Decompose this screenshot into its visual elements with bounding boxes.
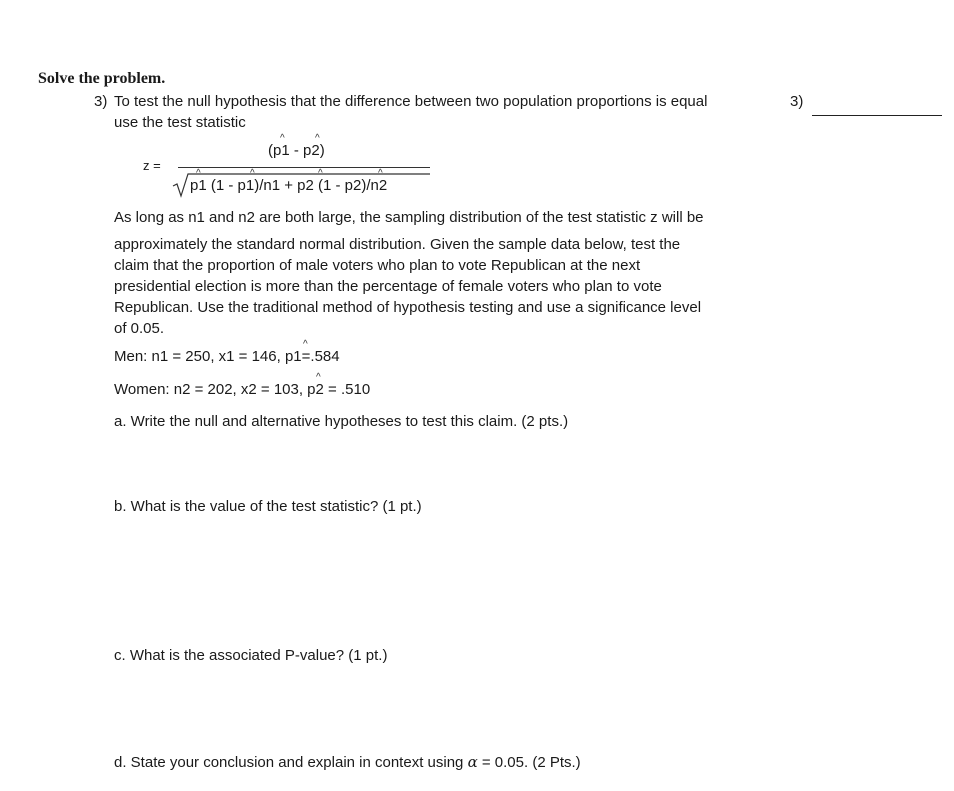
hat-icon: ^ — [250, 168, 255, 179]
hat-icon: ^ — [196, 168, 201, 179]
formula-denominator: p1 (1 - p1)/n1 + p2 (1 - p2)/n2 — [190, 177, 388, 194]
hat-icon: ^ — [316, 372, 321, 383]
hat-icon: ^ — [303, 339, 308, 350]
question-number: 3) — [94, 93, 108, 110]
part-c-prompt: c. What is the associated P-value? (1 pt.) — [114, 647, 388, 664]
answer-label: 3) — [790, 93, 804, 110]
women-sample-data: Women: n2 = 202, x2 = 103, p2 = .510 — [114, 381, 371, 398]
body-line: As long as n1 and n2 are both large, the sampling distribution of the test statistic z will be — [114, 209, 704, 226]
fraction-bar — [178, 167, 430, 168]
part-d-prefix: d. State your conclusion and explain in context using — [114, 754, 464, 771]
men-sample-data: Men: n1 = 250, x1 = 146, p1=.584 — [114, 348, 340, 365]
hat-icon: ^ — [318, 168, 323, 179]
part-d-suffix: = 0.05. (2 Pts.) — [477, 754, 581, 771]
part-b-prompt: b. What is the value of the test statistic? (1 pt.) — [114, 498, 422, 515]
hat-icon: ^ — [378, 168, 383, 179]
hat-icon: ^ — [280, 133, 285, 144]
hat-icon: ^ — [315, 133, 320, 144]
question-intro-line-1: To test the null hypothesis that the difference between two population proportions is equal — [114, 93, 708, 110]
question-intro-line-2: use the test statistic — [114, 114, 246, 131]
body-line: of 0.05. — [114, 320, 165, 337]
body-line: Republican. Use the traditional method of hypothesis testing and use a significance level — [114, 299, 702, 316]
body-line: approximately the standard normal distribution. Given the sample data below, test the — [114, 236, 681, 253]
formula-lhs: z = — [143, 158, 161, 173]
body-line: presidential election is more than the percentage of female voters who plan to vote — [114, 278, 662, 295]
section-heading: Solve the problem. — [38, 70, 166, 87]
part-d-prompt — [114, 753, 581, 771]
alpha-symbol: α — [467, 753, 478, 771]
answer-blank-line[interactable] — [812, 115, 942, 116]
part-a-prompt: a. Write the null and alternative hypotheses to test this claim. (2 pts.) — [114, 413, 569, 430]
body-line: claim that the proportion of male voters who plan to vote Republican at the next — [114, 257, 641, 274]
formula-numerator: (p1 - p2) — [268, 142, 325, 159]
